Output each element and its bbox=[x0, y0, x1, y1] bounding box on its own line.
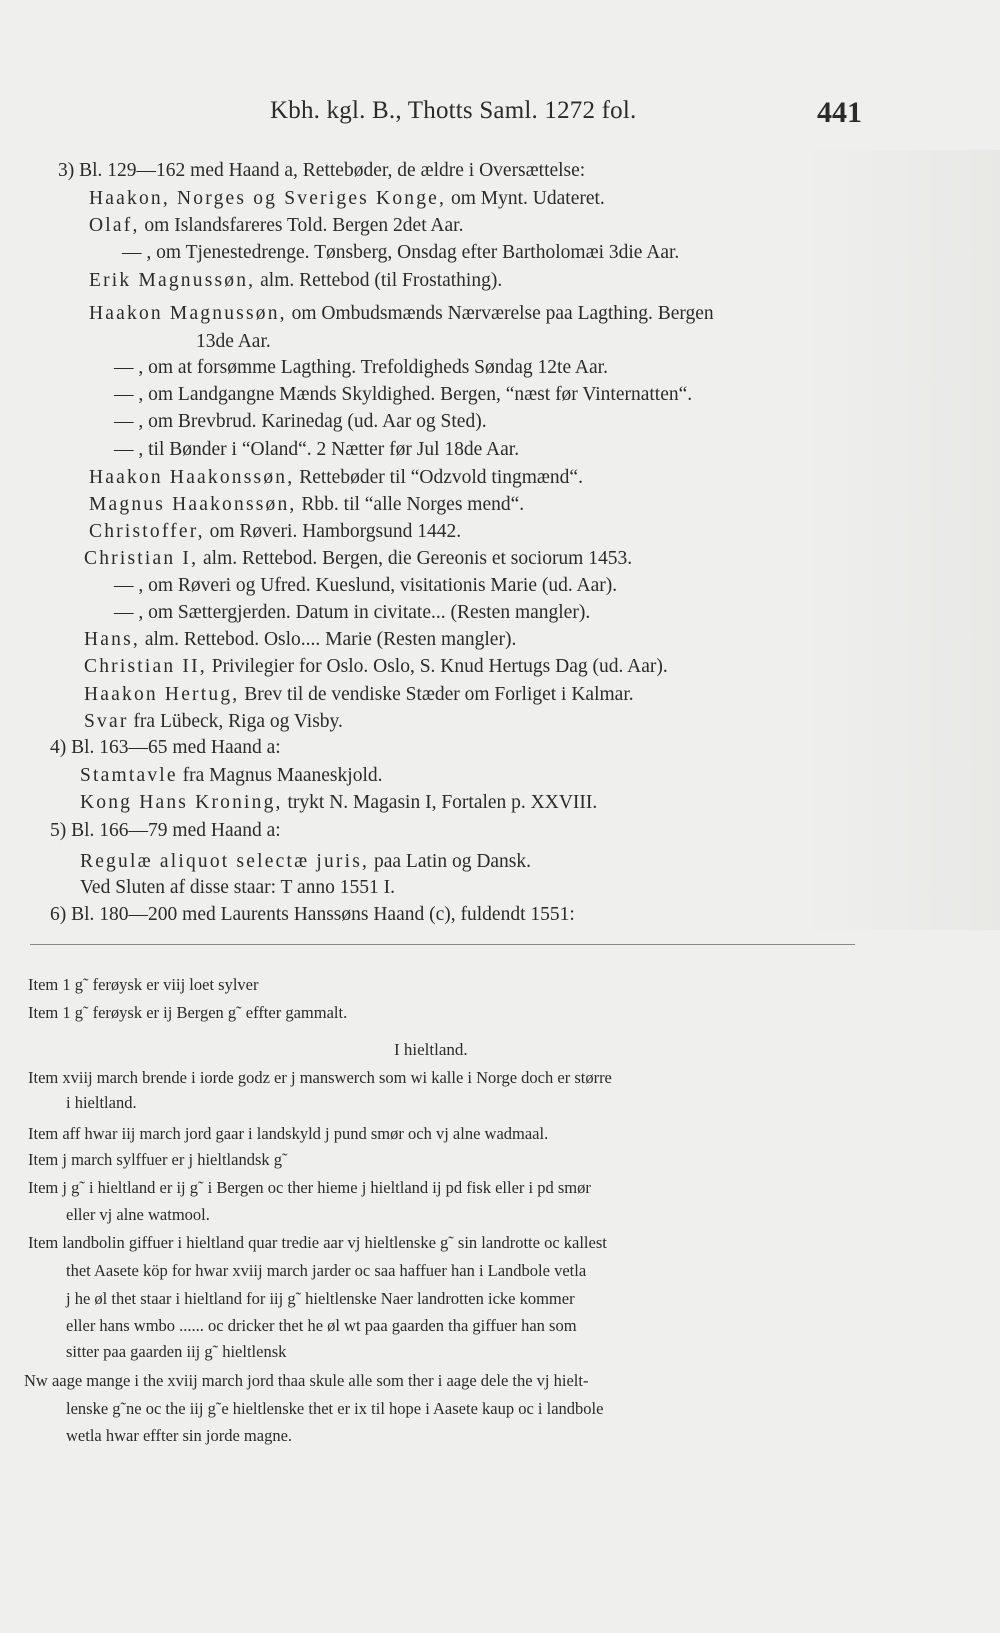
entry-text: om Islandsfareres Told. Bergen 2det Aar. bbox=[144, 215, 464, 236]
entry-name: Erik Magnussøn, bbox=[89, 270, 256, 291]
entry-line: 13de Aar. bbox=[196, 331, 271, 352]
entry-name: Stamtavle bbox=[80, 765, 178, 786]
entry-text: alm. Rettebod. Oslo.... Marie (Resten mangler). bbox=[144, 629, 517, 650]
entry-text: alm. Rettebod. Bergen, die Gereonis et sociorum 1453. bbox=[203, 548, 633, 569]
entry-name: Christian II, bbox=[84, 656, 207, 677]
entry-4-heading: 4) Bl. 163—65 med Haand a: bbox=[50, 737, 281, 758]
quote-line: wetla hwar effter sin jorde magne. bbox=[66, 1426, 293, 1445]
entry-line: — , om Brevbrud. Karinedag (ud. Aar og Sted). bbox=[114, 411, 487, 432]
entry-line bbox=[89, 467, 583, 489]
quote-line: Item xviij march brende i iorde godz er j manswerch som wi kalle i Norge doch er større bbox=[28, 1068, 612, 1087]
footnote-rule bbox=[30, 944, 855, 945]
entry-line bbox=[89, 521, 461, 543]
entry-line bbox=[84, 684, 634, 706]
quote-line: j he øl thet staar i hieltland for iij g˜ hieltlenske Naer landrotten icke kommer bbox=[66, 1289, 575, 1308]
quote-line: Item aff hwar iij march jord gaar i landskyld j pund smør och vj alne wadmaal. bbox=[28, 1124, 549, 1143]
entry-text: Rettebøder til “Odzvold tingmænd“. bbox=[299, 467, 583, 488]
entry-text: fra Lübeck, Riga og Visby. bbox=[133, 711, 343, 732]
entry-3-heading: 3) Bl. 129—162 med Haand a, Rettebøder, de ældre i Oversættelse: bbox=[58, 160, 586, 181]
entry-line: — , om Sættergjerden. Datum in civitate... (Resten mangler). bbox=[114, 602, 591, 623]
bleed-through-shade bbox=[800, 150, 1000, 930]
entry-5-heading: 5) Bl. 166—79 med Haand a: bbox=[50, 820, 281, 841]
quote-line: Item 1 g˜ ferøysk er viij loet sylver bbox=[28, 975, 259, 994]
entry-name: Haakon Magnussøn, bbox=[89, 303, 287, 324]
quote-line: i hieltland. bbox=[66, 1093, 137, 1112]
entry-text: om Ombudsmænds Nærværelse paa Lagthing. Bergen bbox=[291, 303, 714, 324]
entry-line bbox=[89, 215, 463, 237]
quote-line: Nw aage mange i the xviij march jord thaa skule alle som ther i aage dele the vj hielt- bbox=[24, 1371, 589, 1390]
entry-text: Privilegier for Oslo. Oslo, S. Knud Hertugs Dag (ud. Aar). bbox=[211, 656, 668, 677]
entry-text: paa Latin og Dansk. bbox=[373, 851, 532, 872]
quote-heading: I hieltland. bbox=[394, 1040, 468, 1059]
entry-line: — , om Tjenestedrenge. Tønsberg, Onsdag efter Bartholomæi 3die Aar. bbox=[122, 242, 680, 263]
quote-line: Item j march sylffuer er j hieltlandsk g˜ bbox=[28, 1150, 288, 1169]
entry-text: Rbb. til “alle Norges mend“. bbox=[301, 494, 525, 515]
entry-line: — , til Bønder i “Oland“. 2 Nætter før Jul 18de Aar. bbox=[114, 439, 520, 460]
entry-line bbox=[89, 270, 502, 292]
entry-line bbox=[84, 656, 668, 678]
entry-name: Christian I, bbox=[84, 548, 199, 569]
entry-line bbox=[80, 792, 597, 814]
entry-text: alm. Rettebod (til Frostathing). bbox=[260, 270, 503, 291]
entry-text: om Mynt. Udateret. bbox=[450, 188, 605, 209]
quote-line: eller hans wmbo ...... oc dricker thet he øl wt paa gaarden tha giffuer han som bbox=[66, 1316, 577, 1335]
entry-text: Brev til de vendiske Stæder om Forliget i Kalmar. bbox=[244, 684, 634, 705]
entry-text: fra Magnus Maaneskjold. bbox=[182, 765, 383, 786]
entry-name: Haakon Hertug, bbox=[84, 684, 240, 705]
entry-name: Christoffer, bbox=[89, 521, 205, 542]
entry-name: Haakon, Norges og Sveriges Konge, bbox=[89, 188, 447, 209]
entry-line bbox=[84, 711, 343, 733]
entry-name: Kong Hans Kroning, bbox=[80, 792, 283, 813]
entry-line bbox=[80, 765, 382, 787]
quote-line: Item landbolin giffuer i hieltland quar tredie aar vj hieltlenske g˜ sin landrotte oc kallest bbox=[28, 1233, 607, 1252]
entry-line bbox=[89, 494, 524, 516]
entry-name: Magnus Haakonssøn, bbox=[89, 494, 297, 515]
entry-name: Hans, bbox=[84, 629, 140, 650]
entry-name: Olaf, bbox=[89, 215, 140, 236]
entry-line bbox=[84, 629, 516, 651]
entry-line bbox=[89, 188, 605, 210]
quote-line: Item j g˜ i hieltland er ij g˜ i Bergen oc ther hieme j hieltland ij pd fisk eller i pd smør bbox=[28, 1178, 591, 1197]
page-number: 441 bbox=[817, 96, 862, 129]
entry-line bbox=[84, 548, 632, 570]
quote-line: sitter paa gaarden iij g˜ hieltlensk bbox=[66, 1342, 287, 1361]
entry-line: — , om at forsømme Lagthing. Trefoldigheds Søndag 12te Aar. bbox=[114, 357, 608, 378]
running-header: Kbh. kgl. B., Thotts Saml. 1272 fol. bbox=[270, 97, 637, 124]
entry-line: Ved Sluten af disse staar: T anno 1551 I. bbox=[80, 877, 396, 898]
quote-line: Item 1 g˜ ferøysk er ij Bergen g˜ effter gammalt. bbox=[28, 1003, 348, 1022]
quote-line: eller vj alne watmool. bbox=[66, 1205, 210, 1224]
entry-name: Svar bbox=[84, 711, 129, 732]
entry-line bbox=[89, 303, 714, 325]
entry-line: — , om Røveri og Ufred. Kueslund, visitationis Marie (ud. Aar). bbox=[114, 575, 618, 596]
entry-line bbox=[80, 851, 531, 873]
entry-6-heading: 6) Bl. 180—200 med Laurents Hanssøns Haand (c), fuldendt 1551: bbox=[50, 904, 575, 925]
quote-line: lenske g˜ne oc the iij g˜e hieltlenske thet er ix til hope i Aasete kaup oc i landbole bbox=[66, 1399, 604, 1418]
entry-name: Haakon Haakonssøn, bbox=[89, 467, 295, 488]
entry-line: — , om Landgangne Mænds Skyldighed. Bergen, “næst før Vinternatten“. bbox=[114, 384, 693, 405]
entry-text: om Røveri. Hamborgsund 1442. bbox=[209, 521, 462, 542]
entry-name: Regulæ aliquot selectæ juris, bbox=[80, 851, 370, 872]
entry-text: trykt N. Magasin I, Fortalen p. XXVIII. bbox=[287, 792, 598, 813]
quote-line: thet Aasete köp for hwar xviij march jarder oc saa haffuer han i Landbole vetla bbox=[66, 1261, 587, 1280]
